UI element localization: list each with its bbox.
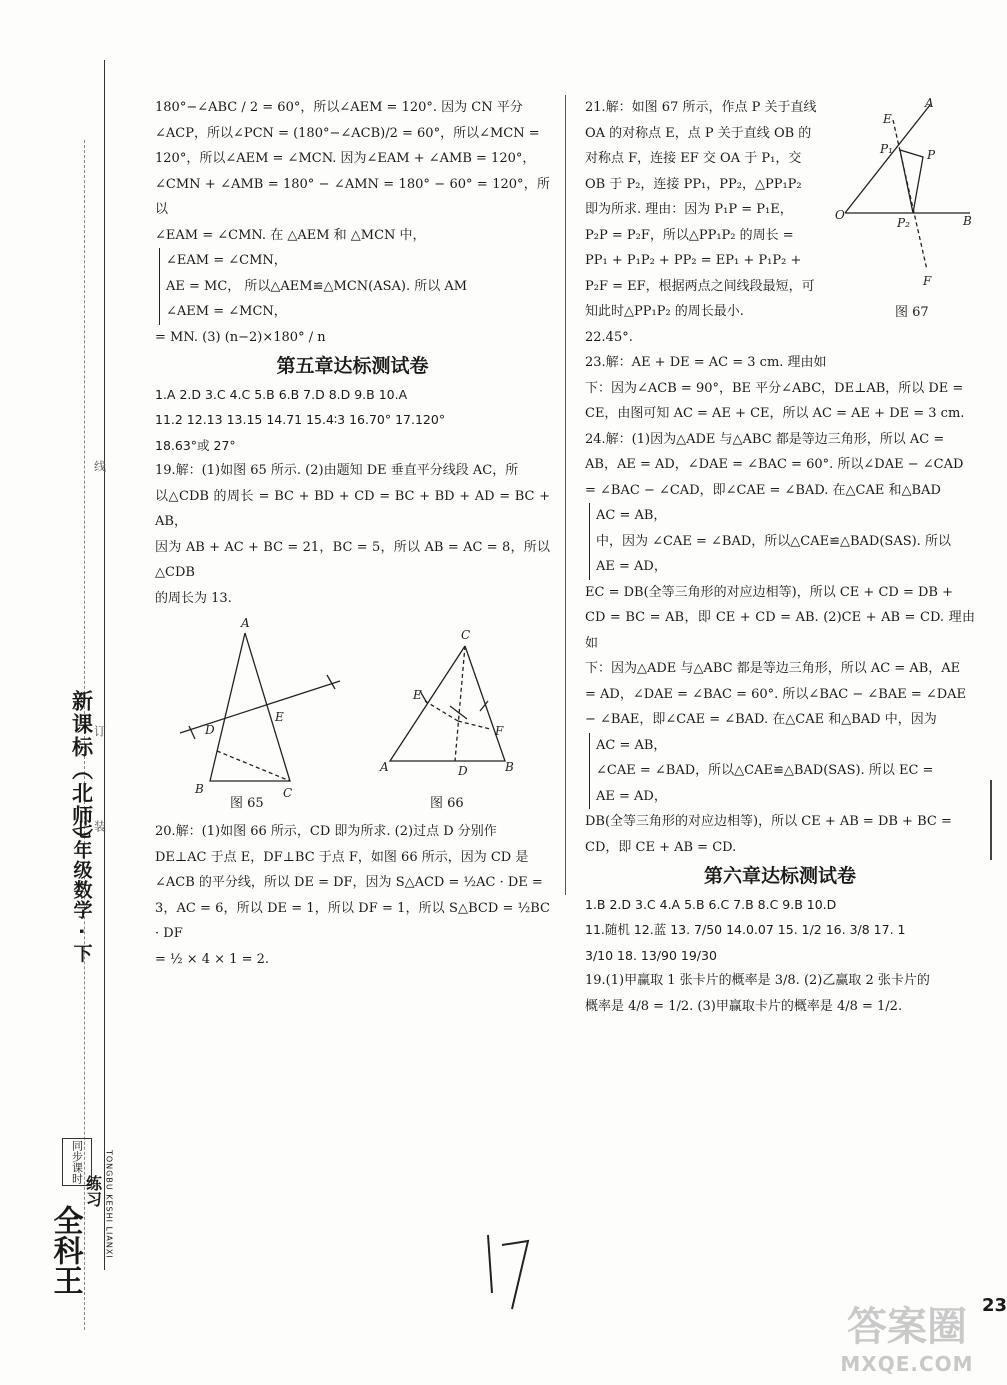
text-line: ∠CMN + ∠AMB = 180° − ∠AMN = 180° − 60° = 120°，所以 <box>155 176 550 217</box>
page-number: 23 <box>982 1295 1007 1316</box>
equation-brace <box>159 248 467 325</box>
svg-text:A: A <box>380 760 389 774</box>
cut-mark-line: 线 <box>92 460 107 472</box>
text-line: PP₁ + P₁P₂ + PP₂ = EP₁ + P₁P₂ + <box>585 253 802 268</box>
answer-row: 18.63°或 27° <box>155 437 236 453</box>
equation-brace <box>589 733 933 810</box>
equation-brace <box>589 503 951 580</box>
cut-mark-order: 订 <box>92 725 107 737</box>
watermark-url: MXQE.COM <box>840 1352 974 1376</box>
text-line: AB，AE = AD，∠DAE = ∠BAC = 60°. 所以∠DAE − ∠CAD <box>585 457 964 472</box>
text-line: 180°−∠ABC / 2 = 60°，所以∠AEM = 120°. 因为 CN 平分 <box>155 100 523 115</box>
watermark-logo: 答案圈 <box>847 1304 967 1350</box>
text-line: = AD，∠DAE = ∠BAC = 60°. 所以∠BAC − ∠BAE = ∠DAE <box>585 686 967 702</box>
q21-block <box>585 95 975 325</box>
text-line: ∠EAM = ∠CMN. 在 △AEM 和 △MCN 中， <box>155 227 426 243</box>
chapter5-title: 第五章达标测试卷 <box>276 355 429 377</box>
svg-text:B: B <box>963 214 972 228</box>
chapter6-title: 第六章达标测试卷 <box>703 865 856 887</box>
text-line: 23.解：AE + DE = AC = 3 cm. 理由如 <box>585 355 827 370</box>
svg-text:P: P <box>927 148 936 162</box>
svg-text:O: O <box>835 208 845 222</box>
left-column <box>155 95 550 972</box>
figures-65-66 <box>155 611 550 811</box>
handwritten-number <box>478 1223 538 1313</box>
svg-text:P₁: P₁ <box>880 142 893 156</box>
figure-66-caption: 图 66 <box>430 796 464 811</box>
text-line: = ½ × 4 × 1 = 2. <box>155 951 270 967</box>
figure-65-caption: 图 65 <box>230 796 264 811</box>
text-line: 20.解：(1)如图 66 所示，CD 即为所求. (2)过点 D 分别作 <box>155 824 497 839</box>
spine-rule <box>104 60 105 1270</box>
svg-text:F: F <box>495 724 504 738</box>
column-divider <box>565 95 566 895</box>
figure-65-66-diagram <box>155 611 550 821</box>
right-column <box>585 95 975 1019</box>
text-line: OA 的对称点 E，点 P 关于直线 OB 的 <box>585 125 812 141</box>
text-line: = ∠BAC − ∠CAD，即∠CAE = ∠BAD. 在△CAE 和△BAD <box>585 482 941 498</box>
brace-line: AE = AD， <box>596 559 667 574</box>
text-line: 24.解：(1)因为△ADE 与△ABC 都是等边三角形，所以 AC = <box>585 431 945 447</box>
series-label: 同步课时 <box>62 1138 92 1186</box>
answer-row: 3/10 18. 13/90 19/30 <box>585 947 717 963</box>
brace-line: AC = AB， <box>596 737 667 753</box>
text-line: 19.解：(1)如图 65 所示. (2)由题知 DE 垂直平分线段 AC，所 <box>155 463 519 478</box>
brace-line: AE = MC， 所以△AEM≌△MCN(ASA). 所以 AM <box>166 278 468 294</box>
answer-row: 11.2 12.13 13.15 14.71 15.4∶3 16.70° 17.120° <box>155 412 446 427</box>
brand-logo: 全科王 <box>47 1205 83 1295</box>
answer-row: 1.B 2.D 3.C 4.A 5.B 6.C 7.B 8.C 9.B 10.D <box>585 896 837 912</box>
svg-text:F: F <box>923 274 932 288</box>
text-line: 对称点 F，连接 EF 交 OA 于 P₁，交 <box>585 151 802 166</box>
text-line: 19.(1)甲赢取 1 张卡片的概率是 3/8. (2)乙赢取 2 张卡片的 <box>585 973 930 988</box>
text-line: 120°，所以∠AEM = ∠MCN. 因为∠EAM + ∠AMB = 120°， <box>155 151 536 166</box>
svg-text:E: E <box>275 710 284 724</box>
text-line: 21.解：如图 67 所示，作点 P 关于直线 <box>585 100 817 115</box>
text-line: − ∠BAE，即∠CAE = ∠BAD. 在△CAE 和△BAD 中，因为 <box>585 712 937 727</box>
text-line: 的周长为 13. <box>155 590 232 606</box>
brand-sub: 练习 <box>83 1175 103 1207</box>
svg-text:A: A <box>925 96 934 110</box>
svg-text:D: D <box>205 723 215 737</box>
text-line: 即为所求. 理由：因为 P₁P = P₁E， <box>585 202 793 217</box>
text-line: 3，AC = 6，所以 DE = 1，所以 DF = 1，所以 S△BCD = ½BC · DF <box>155 900 550 941</box>
svg-text:A: A <box>241 616 250 630</box>
brace-line: ∠AEM = ∠MCN， <box>166 304 287 319</box>
text-line: CE，由图可知 AC = AE + CE，所以 AC = AE + DE = 3 cm. <box>585 406 965 421</box>
text-line: 以△CDB 的周长 = BC + BD + CD = BC + BD + AD = BC + AB， <box>155 488 550 529</box>
svg-text:E: E <box>883 112 892 126</box>
brace-line: AC = AB， <box>596 508 667 523</box>
text-line: 因为 AB + AC + BC = 21，BC = 5，所以 AB = AC = 8，所以△CDB <box>155 539 550 580</box>
figure-67-caption: 图 67 <box>895 305 929 320</box>
text-line: P₂P = P₂F，所以△PP₁P₂ 的周长 = <box>585 227 794 243</box>
svg-text:B: B <box>195 782 204 796</box>
text-line: EC = DB(全等三角形的对应边相等)，所以 CE + CD = DB + <box>585 584 953 600</box>
svg-text:E: E <box>413 688 422 702</box>
text-line: CD = BC = AB，即 CE + CD = AB. (2)CE + AB = CD. 理由如 <box>585 610 975 651</box>
grade-label: 七年级数学 · 下 <box>70 820 93 964</box>
watermark <box>822 1303 992 1377</box>
text-line: 知此时△PP₁P₂ 的周长最小. <box>585 304 744 319</box>
text-line: 概率是 4/8 = 1/2. (3)甲赢取卡片的概率是 4/8 = 1/2. <box>585 998 903 1014</box>
text-line: DE⊥AC 于点 E，DF⊥BC 于点 F，如图 66 所示，因为 CD 是 <box>155 849 529 865</box>
series-pinyin: TONGBU KESHI LIANXI <box>104 1150 114 1259</box>
page-edge-mark <box>990 780 1002 860</box>
book-title: 新课标（北师） <box>69 690 94 851</box>
text-line: 下：因为△ADE 与△ABC 都是等边三角形，所以 AC = AB，AE <box>585 661 961 676</box>
svg-text:C: C <box>461 628 471 642</box>
binding-spine <box>47 60 130 1310</box>
answer-row: 11.随机 12.蓝 13. 7/50 14.0.07 15. 1/2 16. 3/8 17. 1 <box>585 922 906 937</box>
text-line: DB(全等三角形的对应边相等)，所以 CE + AB = DB + BC = <box>585 814 952 829</box>
text-line: = MN. (3) (n−2)×180° / n <box>155 329 326 345</box>
svg-text:C: C <box>283 786 293 800</box>
svg-text:P₂: P₂ <box>897 216 910 230</box>
cut-mark-bind: 装 <box>92 820 107 832</box>
svg-text:B: B <box>505 760 514 774</box>
text-line: P₂F = EF，根据两点之间线段最短，可 <box>585 278 815 294</box>
brace-line: ∠EAM = ∠CMN， <box>166 253 287 268</box>
text-line: ∠ACB 的平分线，所以 DE = DF，因为 S△ACD = ½AC · DE = <box>155 875 543 890</box>
text-line: 下：因为∠ACB = 90°，BE 平分∠ABC，DE⊥AB，所以 DE = <box>585 380 964 396</box>
figure-67-diagram <box>835 95 975 315</box>
answer-row: 1.A 2.D 3.C 4.C 5.B 6.B 7.D 8.D 9.B 10.A <box>155 386 408 402</box>
text-line: ∠ACP，所以∠PCN = (180°−∠ACB)/2 = 60°，所以∠MCN = <box>155 125 540 141</box>
text-line: 22.45°. <box>585 329 633 345</box>
brace-line: AE = AD， <box>596 788 667 804</box>
text-line: OB 于 P₂，连接 PP₁，PP₂，△PP₁P₂ <box>585 176 802 192</box>
text-line: CD，即 CE + AB = CD. <box>585 839 737 855</box>
handwritten-text: 17 <box>478 1223 480 1224</box>
svg-text:D: D <box>458 764 468 778</box>
brace-line: 中，因为 ∠CAE = ∠BAD，所以△CAE≌△BAD(SAS). 所以 <box>596 533 951 549</box>
brace-line: ∠CAE = ∠BAD，所以△CAE≌△BAD(SAS). 所以 EC = <box>596 763 934 778</box>
